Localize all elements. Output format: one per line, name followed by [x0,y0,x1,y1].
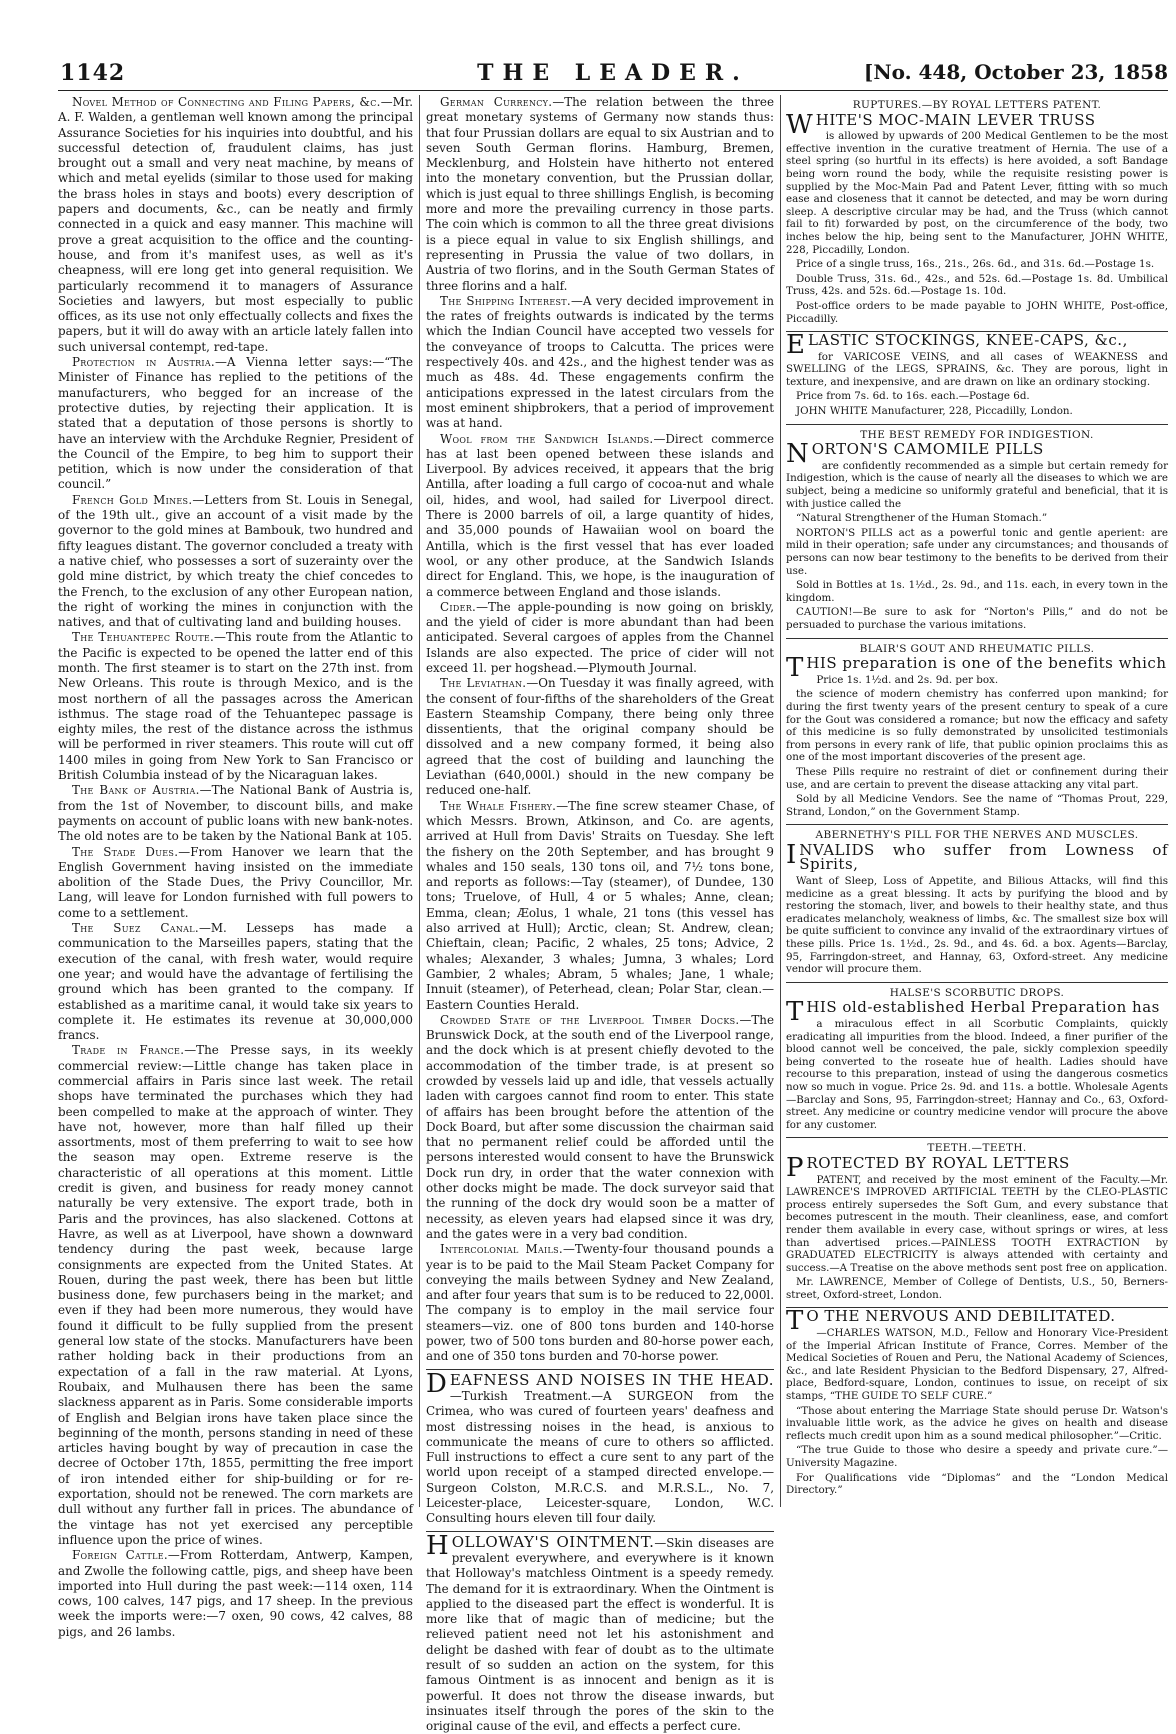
advertisement-text: the science of modern chemistry has conferred upon mankind; for during the first twenty years of the present century to speak of a cure for the Gout was considered a romance; but now the efficacy and safety of this medicine is so fully demonstrated by unsolicited testimonials from persons in every rank of life, that public opinion proclaims this as one of the most important discoveries of the present age. [786,688,1168,764]
advertisement-text: Double Truss, 31s. 6d., 42s., and 52s. 6d.—Postage 1s. 8d. Umbilical Truss, 42s. and 52s. 6d.—Postage 1s. 10d. [786,272,1168,298]
article-paragraph [58,845,413,921]
article-body: —On Tuesday it was finally agreed, with the consent of four-fifths of the shareholders of the Great Eastern Steamship Company, there being only three dissentients, that the original company should be dissolved and a new company formed, it being also agreed that the cost of building and launching the Leviathan (640,000l.) should in the new company be reduced one-half. [426,676,774,798]
advertisement-title: ROTECTED BY ROYAL LETTERS [806,1153,1070,1172]
article-heading: Trade in France. [72,1043,185,1058]
advertisement-text: Post-office orders to be made payable to JOHN WHITE, Post-office, Piccadilly. [786,299,1168,325]
drop-cap: N [786,439,809,470]
advertisement [426,1531,774,1734]
article-heading: Cider. [440,599,477,614]
advertisement-title: ORTON'S CAMOMILE PILLS [811,440,1044,459]
advertisement-title: NVALIDS who suffer from Lowness of Spirits, [799,840,1168,874]
issue-date: [No. 448, October 23, 1858 [863,60,1168,84]
article-heading: Novel Method of Connecting and Filing Papers, &c. [72,95,381,109]
article-heading: The Shipping Interest. [440,293,572,308]
advertisement-text: NORTON'S PILLS act as a powerful tonic and gentle aperient: are mild in their operation; safe under any circumstances; and thousands of persons can now bear testimony to the benefits to be derived from their use. [786,526,1168,577]
article-paragraph [58,630,413,783]
article-body: —Direct commerce has at last been opened between these islands and Liverpool. By advices received, it appears that the brig Antilla, after loading a full cargo of cocoa-nut and whale oil, hides, and wool, had sailed for Liverpool direct. There is 2000 barrels of oil, a large quantity of hides, and 35,000 pounds of Hawaiian wool on board the Antilla, which is the first vessel that has ever loaded wool, or any other produce, at the Sandwich Islands direct for England. This, we hope, is the inauguration of a commerce between England and those islands. [426,431,774,599]
article-heading: Wool from the Sandwich Islands. [440,431,654,446]
article-body: —The apple-pounding is now going on briskly, and the yield of cider is more abundant than had been anticipated. Several cargoes of apples from the Channel Islands are also expected. The price of cider will not exceed 1l. per hogshead.—Plymouth Journal. [426,599,774,675]
article-paragraph [58,1043,413,1548]
article-paragraph [58,783,413,844]
article-heading: The Bank of Austria. [72,783,200,798]
advertisement-text: for VARICOSE VEINS, and all cases of WEAKNESS and SWELLING of the LEGS, SPRAINS, &c. They are porous, light in texture, and inexpensive, and are drawn on like an ordinary stocking. [786,350,1168,388]
column-divider [780,95,781,1507]
article-body: —The fine screw steamer Chase, of which Messrs. Brown, Atkinson, and Co. are agents, arrived at Hull from Davis' Straits on Tuesday. She left the fishery on the 20th September, and has brought 9 whales and 150 seals, 130 tons oil, and 7½ tons bone, and reports as follows:—Tay (steamer), of Dundee, 130 tons; Truelove, of Hull, 4 or 5 whales; Anne, clean; Emma, clean; Æolus, 1 whale, 21 tons (this vessel has also arrived at Hull); Arctic, clean; St. Andrew, clean; Chieftain, clean; Pacific, 2 whales, 25 tons; Advice, 2 whales; Alexander, 3 whales; Jumna, 3 whales; Lord Gambier, 2 whales; Abram, 5 whales; Jane, 1 whale; Innuit (steamer), of Peterhead, clean; Polar Star, clean.—Eastern Counties Herald. [426,798,774,1012]
advertisement-heading: BLAIR'S GOUT AND RHEUMATIC PILLS. [859,642,1095,655]
advertisement-text [426,1368,774,1527]
advertisement-title: OLLOWAY'S OINTMENT. [451,1532,655,1551]
advertisement-title: HIS old-established Herbal Preparation has [806,998,1160,1017]
page-header [58,60,1168,86]
column-1 [58,95,414,1639]
article-paragraph [58,95,413,355]
article-heading: German Currency. [440,95,553,109]
article-paragraph [426,294,774,432]
article-heading: The Stade Dues. [72,844,179,859]
article-body: —From Hanover we learn that the English Government having insisted on the immediate abolition of the Stade Dues, the Privy Councillor, Mr. Lang, will leave for London furnished with full powers to come to a settlement. [58,844,413,920]
drop-cap: W [786,109,813,140]
newspaper-page [58,60,1168,1734]
drop-cap: T [786,1306,804,1337]
advertisement-heading: THE BEST REMEDY FOR INDIGESTION. [860,428,1094,441]
column-3-advertisements [786,95,1168,1507]
article-paragraph [426,1013,774,1242]
advertisement-text: These Pills require no restraint of diet or confinement during their use, and are certain to prevent the disease attacking any vital part. [786,765,1168,791]
advertisement-text: “Those about entering the Marriage State should peruse Dr. Watson's invaluable little work, as the advice he gives on health and disease reflects much credit upon him as a sound medical philosopher.”—Critic. [786,1404,1168,1442]
advertisement-text: Mr. LAWRENCE, Member of College of Dentists, U.S., 50, Berners-street, Oxford-street, London. [786,1276,1168,1301]
advertisement-title: LASTIC STOCKINGS, KNEE-CAPS, &c., [807,331,1128,350]
article-paragraph [426,95,774,294]
advertisement [786,332,1168,425]
advertisement-heading: ABERNETHY'S PILL FOR THE NERVES AND MUSCLES. [815,829,1139,842]
advertisement-text: “Natural Strengthener of the Human Stomach.” [796,512,1048,525]
advertisement-text: are confidently recommended as a simple but certain remedy for Indigestion, which is the cause of nearly all the diseases to which we are subject, being a medicine so uniformly grateful and beneficial, that it is with justice called the [786,459,1168,510]
advertisement-title: HITE'S MOC-MAIN LEVER TRUSS [815,110,1096,129]
advertisement-lead [786,1306,1168,1337]
advertisement-text [426,1530,774,1734]
advertisement [426,1369,774,1527]
header-rule [58,90,1168,91]
advertisement-text: CAUTION!—Be sure to ask for “Norton's Pills,” and do not be persuaded to purchase the various imitations. [786,606,1168,631]
advertisement-text: —CHARLES WATSON, M.D., Fellow and Honorary Vice-President of the Imperial African Institute of France, Corres. Member of the Medical Societies of Rouen and Peru, the National Academy of Sciences, &c., and late Resident Physician to the Bedford Dispensary, 27, Alfred-place, Bedford-square, London, continues to issue, on receipt of six stamps, “THE GUIDE TO SELF CURE.” [786,1327,1168,1403]
article-body: —This route from the Atlantic to the Pacific is expected to be opened the latter end of this month. The first steamer is to start on the 27th inst. from New Orleans. This route is through Mexico, and is the most northern of all the passages across the American isthmus. The stage road of the Tehuantepec passage is eighty miles, the rest of the distance across the isthmus will be performed in river steamers. This route will cut off 1400 miles in going from New York to San Francisco or British Columbia instead of by the Nicaraguan lakes. [58,630,413,783]
advertisement-text: Sold by all Medicine Vendors. See the name of “Thomas Prout, 229, Strand, London,” on the Government Stamp. [786,793,1168,818]
article-paragraph [58,355,413,493]
article-heading: Protection in Austria. [72,355,216,370]
article-body: —A very decided improvement in the rates of freights outwards is indicated by the terms which the Indian Council have accepted two vessels for the conveyance of troops to Calcutta. The prices were respectively 40s. and 42s., and the highest tender was as much as 48s. 4d. These engagements confirm the anticipations expressed in the latest circulars from the most eminent shipbrokers, that a period of improvement was at hand. [426,293,774,431]
drop-cap: P [786,1152,804,1183]
drop-cap: T [786,653,804,684]
page-number: 1142 [60,60,126,86]
advertisement-body: —Skin diseases are prevalent everywhere, and everywhere is it known that Holloway's matchless Ointment is a speedy remedy. The demand for it is extraordinary. When the Ointment is applied to the diseased part the effect is wonderful. It is more like that of magic than of medicine; but the relieved patient need not let his astonishment and delight be dashed with fear of doubt as to the ultimate result of so sudden an action on the system, for this famous Ointment is as innocent and benign as it is powerful. It does not throw the disease inwards, but insinuates itself through the pores of the skin to the original cause of the evil, and effects a perfect cure. [426,1535,774,1734]
article-paragraph [426,1242,774,1364]
article-body: —The Brunswick Dock, at the south end of the Liverpool range, and the dock which is at present chiefly devoted to the accommodation of the timber trade, is at present so crowded by vessels laid up and idle, that vessels actually laden with cargoes cannot find room to enter. This state of affairs has been brought before the attention of the Dock Board, but after some discussion the chairman said that no permanent relief could be afforded until the persons interested would consent to have the Brunswick Dock run dry, in order that the water connexion with other docks might be made. The dock surveyor said that the running of the dock dry would soon be a matter of necessity, as eleven years had elapsed since it was dry, and the gates were in a very bad condition. [426,1012,774,1241]
article-paragraph [426,676,774,798]
article-heading: Crowded State of the Liverpool Timber Docks. [440,1012,740,1027]
advertisement-lead [786,1152,1168,1183]
drop-cap: I [786,839,797,870]
advertisement-lead [786,109,1168,140]
advertisement [786,639,1168,826]
advertisement-text: Price from 7s. 6d. to 16s. each.—Postage 6d. [796,390,1030,403]
advertisement-text: Price of a single truss, 16s., 21s., 26s. 6d., and 31s. 6d.—Postage 1s. [796,258,1155,271]
article-paragraph [426,432,774,600]
drop-cap: H [426,1530,449,1561]
article-heading: The Suez Canal. [72,921,199,936]
article-heading: The Tehuantepec Route. [72,630,215,645]
article-body: —From Rotterdam, Antwerp, Kampen, and Zwolle the following cattle, pigs, and sheep have been imported into Hull during the past week:—114 oxen, 114 cows, 100 calves, 147 pigs, and 17 sheep. In the previous week the imports were:—7 oxen, 90 cows, 42 calves, 88 pigs, and 26 lambs. [58,1548,413,1639]
advertisement-text: “The true Guide to those who desire a speedy and private cure.”—University Magazine. [786,1444,1168,1469]
article-body: —A Vienna letter says:—“The Minister of Finance has replied to the petitions of the manufacturers, who begged for an increase of the protective duties, by rejecting their application. It is stated that a deputation of those persons is shortly to have an interview with the Archduke Regnier, President of the Council of the Empire, to beg him to support their petition, which is now under the consideration of that council.” [58,355,413,492]
advertisement-title: O THE NERVOUS AND DEBILITATED. [806,1307,1116,1326]
article-body: —Twenty-four thousand pounds a year is to be paid to the Mail Steam Packet Company for conveying the mails between Sydney and New Zealand, and after four years that sum is to be reduced to 22,000l. The company is to employ in the mail service four steamers—viz. one of 800 tons burden and 140-horse power, two of 500 tons burden and 80-horse power each, and one of 350 tons burden and 70-horse power. [426,1242,774,1364]
advertisement [786,825,1168,983]
advertisement-lead [786,439,1168,470]
advertisement-text: is allowed by upwards of 200 Medical Gentlemen to be the most effective invention in the curative treatment of Hernia. The use of a steel spring (so hurtful in its effects) is here avoided, a soft Bandage being worn round the body, while the requisite resisting power is supplied by the Moc-Main Pad and Patent Lever, fitting with so much ease and closeness that it cannot be detected, and may be worn during sleep. A descriptive circular may be had, and the Truss (which cannot fail to fit) forwarded by post, on the circumference of the body, two inches below the hip, being sent to the Manufacturer, JOHN WHITE, 228, Piccadilly, London. [786,130,1168,256]
advertisement-heading: TEETH.—TEETH. [927,1142,1027,1155]
article-heading: The Leviathan. [440,676,527,691]
article-paragraph [426,600,774,676]
article-heading: The Whale Fishery. [440,798,557,813]
column-divider [419,95,420,1507]
article-paragraph [58,1548,413,1640]
article-paragraph [58,921,413,1043]
advertisement-title: EAFNESS AND NOISES IN THE HEAD. [449,1370,774,1389]
drop-cap: E [786,330,805,361]
advertisement-title: HIS preparation is one of the benefits which [806,654,1167,673]
advertisement [786,983,1168,1139]
article-body: —M. Lesseps has made a communication to the Marseilles papers, stating that the execution of the canal, with fresh water, would require one year; and would have the advantage of fertilising the ground which has been granted to the company. If established as a maritime canal, it would take six years to complete it. He estimates its revenue at 30,000,000 francs. [58,921,413,1043]
advertisement-lead [786,839,1168,874]
advertisement-text: JOHN WHITE Manufacturer, 228, Piccadilly, London. [796,405,1073,418]
article-heading: French Gold Mines. [72,492,193,507]
advertisement [786,425,1168,639]
masthead-title: THE LEADER. [477,60,749,86]
advertisement-text: Sold in Bottles at 1s. 1½d., 2s. 9d., and 11s. each, in every town in the kingdom. [786,579,1168,604]
article-body: —The National Bank of Austria is, from the 1st of November, to discount bills, and make payments on account of public loans with new bank-notes. The old notes are to be taken by the National Bank at 105. [58,783,413,844]
advertisement-body: —Turkish Treatment.—A SURGEON from the Crimea, who was cured of fourteen years' deafness and most distressing noises in the head, is anxious to communicate the means of cure to others so afflicted. Full instructions to effect a cure sent to any part of the world upon receipt of a stamped directed envelope.—Surgeon Colston, M.R.C.S. and M.R.S.L., No. 7, Leicester-place, Leicester-square, London, W.C. Consulting hours eleven till four daily. [426,1388,774,1526]
article-body: —The relation between the three great monetary systems of Germany now stands thus: that four Prussian dollars are equal to six Austrian and to seven South German florins. Hamburg, Bremen, Mecklenburg, and Holstein have hitherto not entered into the monetary convention, but the Prussian dollar, which is just equal to three shillings English, is becoming more and more the prevailing currency in those parts. The coin which is common to all the three great divisions is a piece equal in value to six English shillings, and representing in Prussia the value of two dollars, in Austria of two florins, and in the South German States of three florins and a half. [426,95,774,293]
advertisement-heading: RUPTURES.—BY ROYAL LETTERS PATENT. [852,99,1102,111]
advertisement [786,1138,1168,1308]
article-heading: Intercolonial Mails. [440,1242,563,1257]
article-paragraph [426,799,774,1013]
advertisement [786,95,1168,332]
advertisement-text: a miraculous effect in all Scorbutic Complaints, quickly eradicating all impurities from the blood. Indeed, a finer purifier of the blood cannot well be conceived, the pale, sickly complexion speedily being converted to the roseate hue of health. Ladies should have recourse to this preparation, instead of using the dangerous cosmetics now so much in vogue. Price 2s. 9d. and 11s. a bottle. Wholesale Agents—Barclay and Sons, 95, Farringdon-street; Hannay and Co., 63, Oxford-street. Any medicine or country medicine vendor will procure the above for any customer. [786,1018,1168,1131]
advertisement-text: Want of Sleep, Loss of Appetite, and Bilious Attacks, will find this medicine as a great blessing. It acts by purifying the blood and by restoring the stomach, liver, and bowels to their healthy state, and thus eradicates melancholy, weakness of limbs, &c. The smallest size box will be quite sufficient to convince any invalid of the extraordinary virtues of these pills. Price 1s. 1½d., 2s. 9d., and 4s. 6d. a box. Agents—Barclay, 95, Farringdon-street, and Hannay, 63, Oxford-street. Any medicine vendor will procure them. [786,875,1168,976]
advertisement-text: For Qualifications vide “Diplomas” and the “London Medical Directory.” [786,1471,1168,1497]
advertisement [786,1308,1168,1502]
article-paragraph [58,493,413,631]
article-heading: Foreign Cattle. [72,1548,168,1563]
advertisement-text: PATENT, and received by the most eminent of the Faculty.—Mr. LAWRENCE'S IMPROVED ARTIFICIAL TEETH by the CLEO-PLASTIC process entirely supersedes the Soft Gum, and every substance that becomes putrescent in the mouth. Their cleanliness, ease, and comfort render them available in every case, without springs or wires, at less than advertised prices.—PAINLESS TOOTH EXTRACTION by GRADUATED ELECTRICITY is always attended with certainty and success.—A Treatise on the above methods sent post free on application. [786,1173,1168,1274]
article-body: —Letters from St. Louis in Senegal, of the 19th ult., give an account of a visit made by the governor to the gold mines at Bambouk, two hundred and fifty leagues distant. The governor concluded a treaty with a native chief, who possesses a sort of suzerainty over the gold mine district, by which treaty the chief concedes to the French, to the exclusion of any other European nation, the right of working the mines in conjunction with the natives, and that of cultivating land and building houses. [58,492,413,630]
advertisement-text: Price 1s. 1½d. and 2s. 9d. per box. [816,673,999,686]
article-body: —Mr. A. F. Walden, a gentleman well known among the principal Assurance Societies for his inquiries into doubtful, and his successful detection of, fraudulent claims, has just brought out a small and very neat machine, by means of which and metal eyelids (similar to those used for making the brass holes in stays and boots) every description of papers and documents, &c., can be neatly and firmly connected in a quick and easy manner. This machine will prove a great acquisition to the office and the counting-house, and from it's manifest uses, as well as it's cheapness, will ere long get into general requisition. We particularly recommend it to managers of Assurance Societies and lawyers, but most especially to public offices, as its use not only effectually collects and fixes the papers, but it will do away with an article lately fallen into such universal contempt, red-tape. [58,95,413,354]
drop-cap: T [786,997,804,1028]
advertisement-lead [786,330,1168,361]
advertisement-heading: HALSE'S SCORBUTIC DROPS. [889,986,1065,999]
column-2 [426,95,774,1734]
advertisement-lead [786,997,1168,1028]
drop-cap: D [426,1368,447,1399]
article-body: —The Presse says, in its weekly commercial review:—Little change has taken place in commercial affairs in Paris since last week. The retail shops have terminated the purchases which they had been compelled to make at the approach of winter. They have not, however, more than half filled up their assortments, most of them preferring to wait to see how the season may open. Extreme reserve is the characteristic of all operations at this moment. Little credit is given, and business for ready money cannot naturally be very extensive. The export trade, both in Paris and the provinces, has also slackened. Cottons at Havre, as well as at Liverpool, have shown a downward tendency during the past week, because large consignments are expected from the United States. At Rouen, during the past week, there has been but little business done, few purchasers being in the market; and even if they had been more numerous, they would have found it difficult to be fully supplied from the present general low state of the stocks. Manufacturers have been rather holding back in their productions from an expectation of a fall in the raw material. At Lyons, Roubaix, and Mulhausen there has been the same slackness apparent as in Paris. Some considerable imports of English and Belgian irons have taken place since the beginning of the month, persons standing in need of these articles having bought by way of precaution in case the decree of October 17th, 1855, permitting the free import of iron intended either for ship-building or for re-exportation, should not be renewed. The corn markets are dull without any further fall in prices. The abundance of the vintage has not yet exercised any perceptible influence upon the price of wines. [58,1043,414,1547]
